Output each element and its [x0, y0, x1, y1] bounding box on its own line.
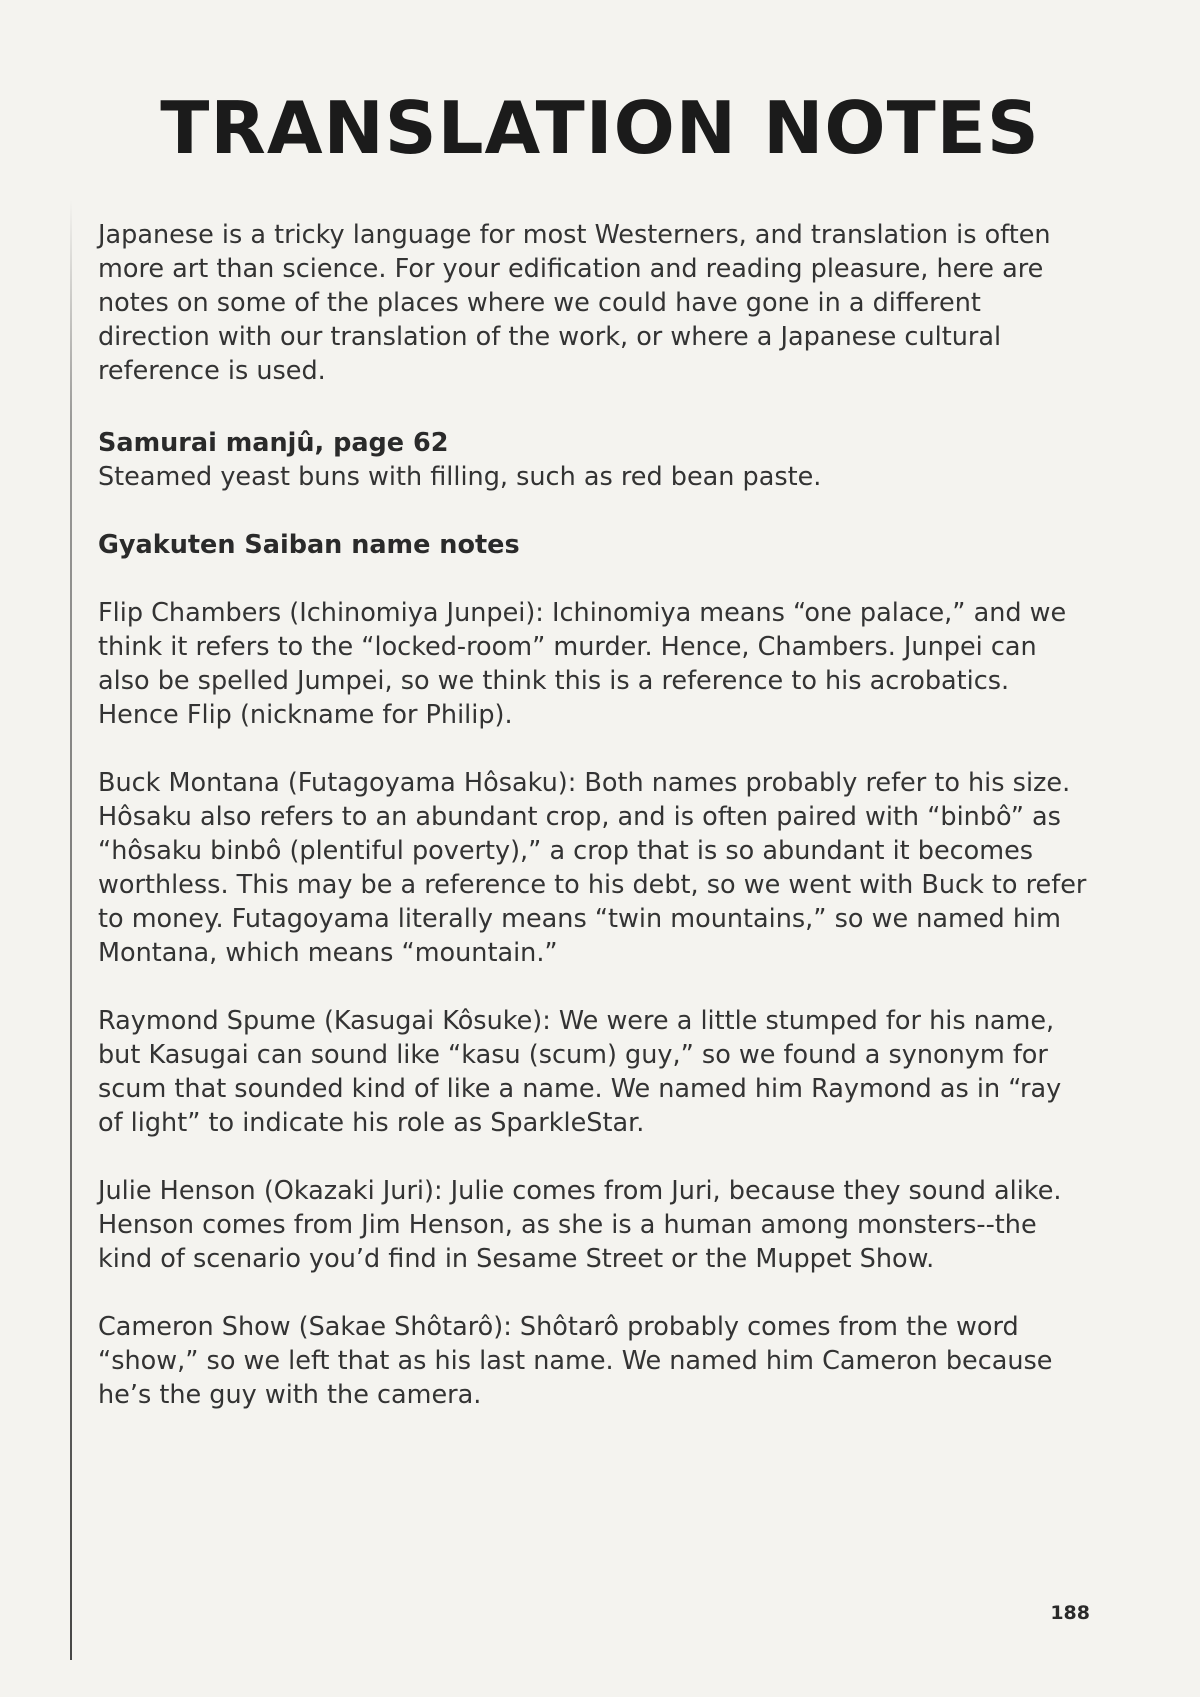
page-binding-edge — [70, 200, 72, 1660]
name-note-raymond-spume: Raymond Spume (Kasugai Kôsuke): We were a little stumped for his name, but Kasugai can sound like “kasu (scum) guy,” so we found a synonym for scum that sounded kind of like a name. We named him Raymond as in “ray of light” to indicate his role as SparkleStar. — [98, 1006, 1062, 1138]
page-title: TRANSLATION NOTES — [160, 86, 1040, 170]
section-heading-samurai-manju: Samurai manjû, page 62 — [98, 428, 449, 458]
name-note-buck-montana: Buck Montana (Futagoyama Hôsaku): Both names probably refer to his size. Hôsaku also refers to an abundant crop, and is often paired with “binbô” as “hôsaku binbô (plentiful poverty),” a crop that is so abundant it becomes worthless. This may be a reference to his debt, so we went with Buck to refer to money. Futagoyama literally means “twin mountains,” so we named him Montana, which means “mountain.” — [98, 768, 1087, 968]
page-number: 188 — [1050, 1602, 1090, 1624]
section-body-samurai-manju: Steamed yeast buns with filling, such as red bean paste. — [98, 462, 822, 492]
intro-paragraph: Japanese is a tricky language for most Westerners, and translation is often more art than science. For your edification and reading pleasure, here are notes on some of the places where we could have gone in a different direction with our translation of the work, or where a Japanese cultural reference is used. — [98, 220, 1051, 386]
name-note-flip-chambers: Flip Chambers (Ichinomiya Junpei): Ichinomiya means “one palace,” and we think it refers to the “locked-room” murder. Hence, Chambers. Junpei can also be spelled Jumpei, so we think this is a reference to his acrobatics. Hence Flip (nickname for Philip). — [98, 598, 1067, 730]
name-note-cameron-show: Cameron Show (Sakae Shôtarô): Shôtarô probably comes from the word “show,” so we left that as his last name. We named him Cameron because he’s the guy with the camera. — [98, 1312, 1053, 1410]
section-heading-name-notes: Gyakuten Saiban name notes — [98, 530, 520, 560]
name-note-julie-henson: Julie Henson (Okazaki Juri): Julie comes from Juri, because they sound alike. Henson comes from Jim Henson, as she is a human among monsters--the kind of scenario you’d find in Sesame Street or the Muppet Show. — [98, 1176, 1062, 1274]
notes-content — [98, 218, 1093, 1446]
